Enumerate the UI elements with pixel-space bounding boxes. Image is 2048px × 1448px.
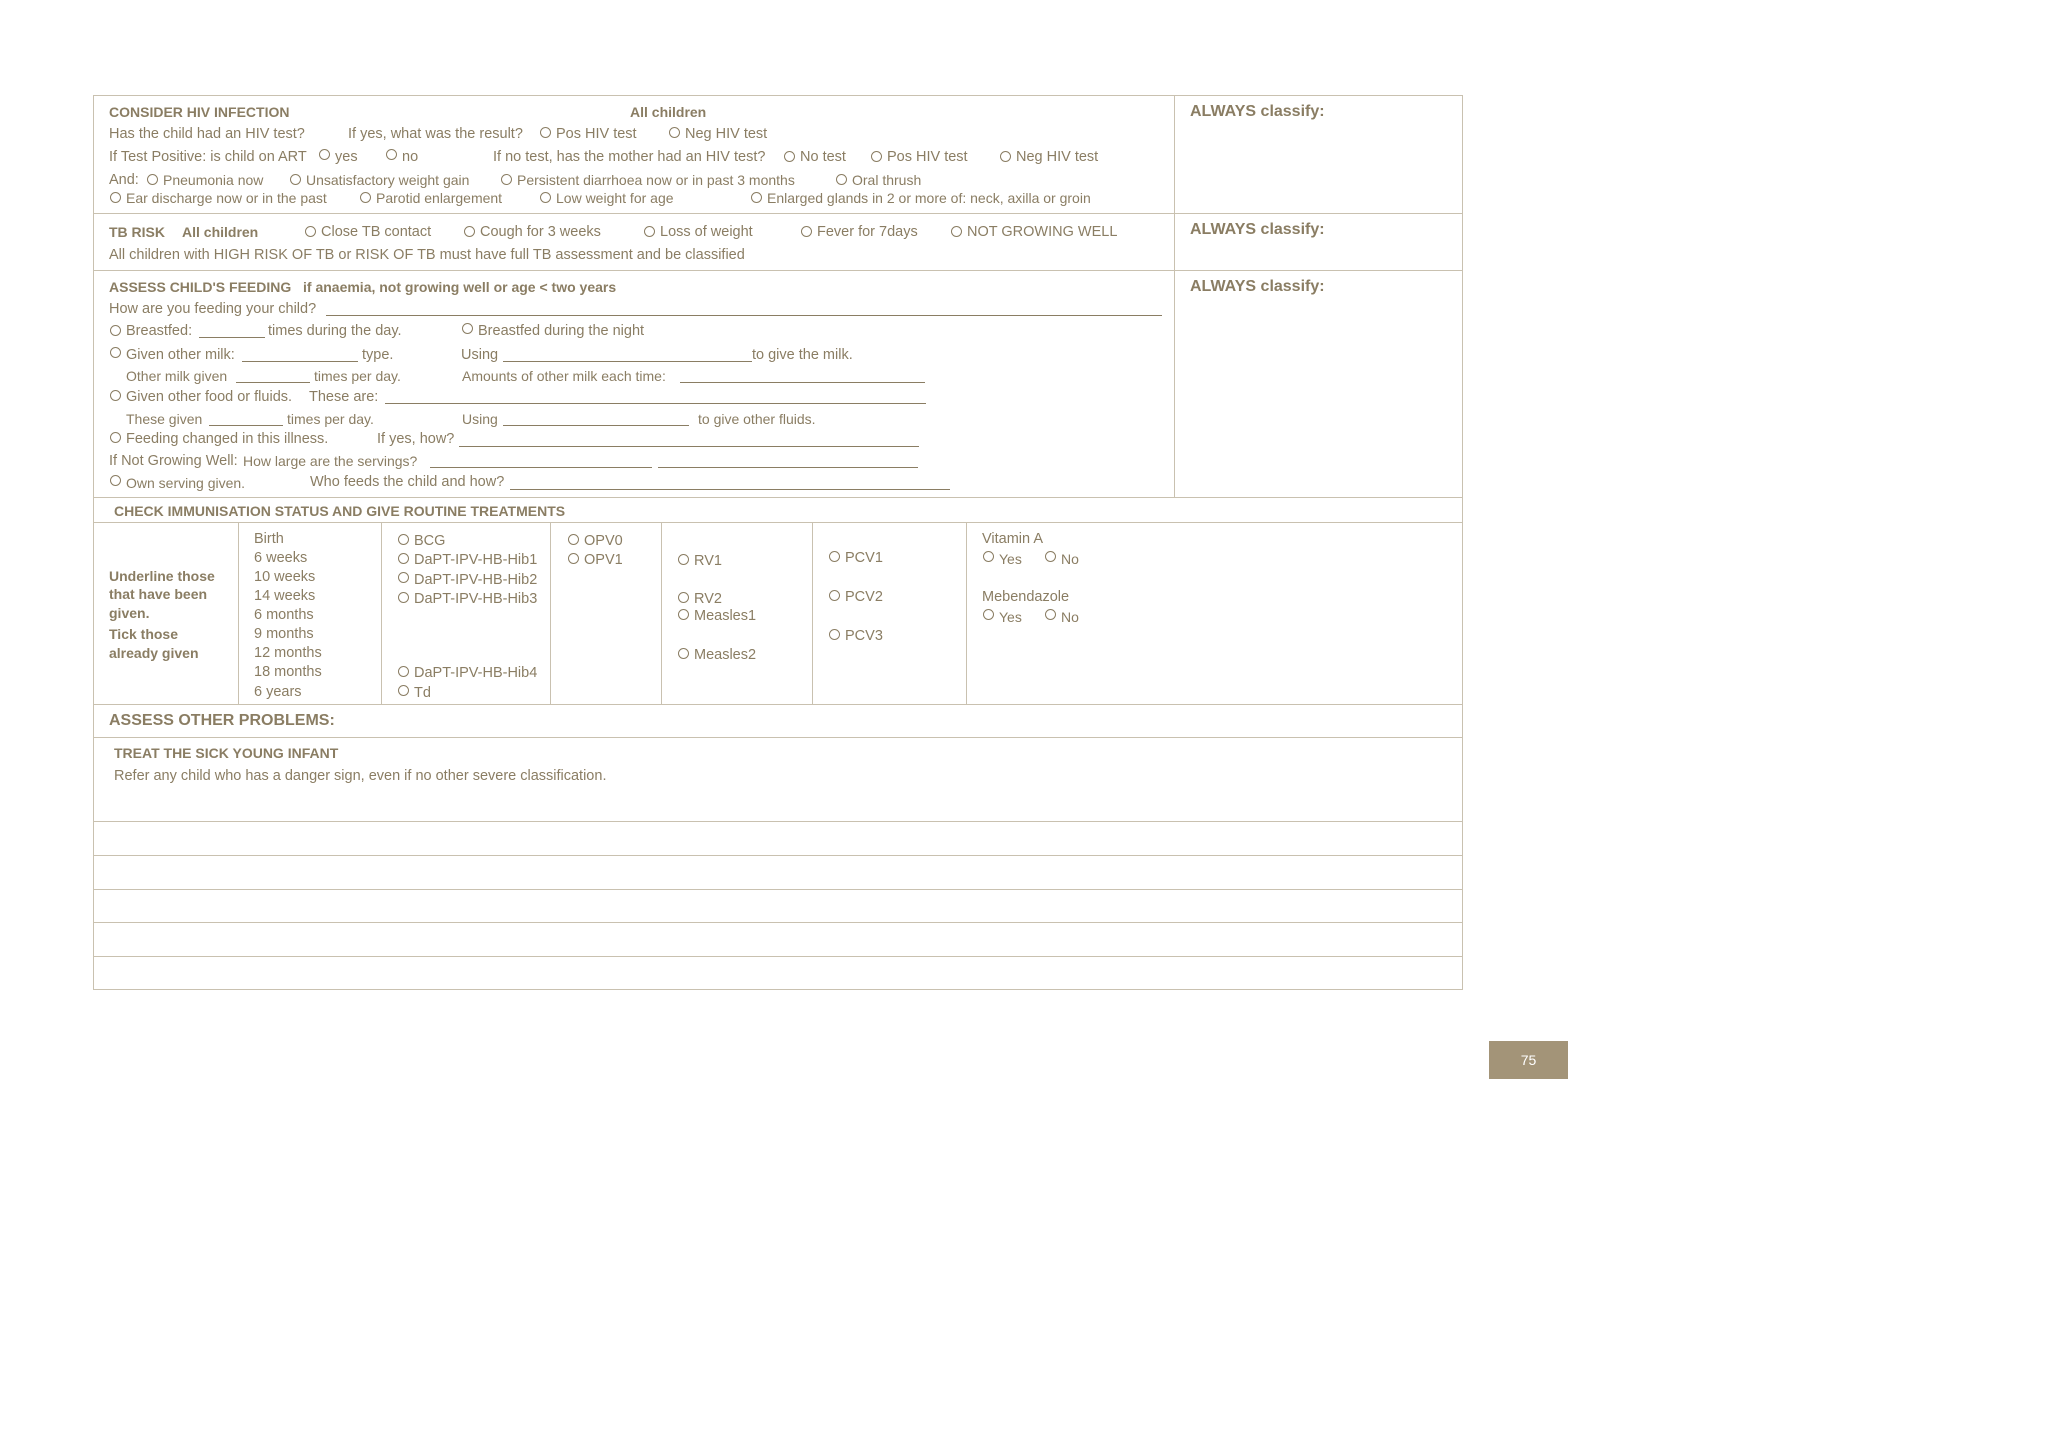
- mebendazole-label: Mebendazole: [982, 589, 1070, 605]
- mother-no-test-label: No test: [800, 149, 846, 165]
- using-line[interactable]: [503, 361, 752, 362]
- age-6-years: 6 years: [254, 684, 302, 700]
- using-label: Using: [461, 347, 499, 363]
- tb-note: All children with HIGH RISK OF TB or RISK OF TB must have full TB assessment and be classified: [109, 247, 745, 263]
- other-food-radio[interactable]: [110, 390, 121, 401]
- mother-pos-radio[interactable]: [871, 151, 882, 162]
- vitamin-a-yes-label: Yes: [999, 551, 1022, 567]
- breastfed-radio[interactable]: [110, 325, 121, 336]
- these-are-line[interactable]: [385, 403, 926, 404]
- pcv3-radio[interactable]: [829, 629, 840, 640]
- rv2-label: RV2: [694, 591, 722, 607]
- mother-pos-label: Pos HIV test: [887, 149, 968, 165]
- mebendazole-yes-radio[interactable]: [983, 609, 994, 620]
- divider: [93, 855, 1463, 856]
- other-milk-radio[interactable]: [110, 347, 121, 358]
- tb-loss-radio[interactable]: [644, 226, 655, 237]
- treat-text: Refer any child who has a danger sign, even if no other severe classification.: [114, 768, 607, 784]
- diarrhoea-radio[interactable]: [501, 174, 512, 185]
- tb-cough-label: Cough for 3 weeks: [480, 224, 601, 240]
- mother-neg-radio[interactable]: [1000, 151, 1011, 162]
- mebendazole-no-label: No: [1061, 609, 1079, 625]
- instruction-line: that have been: [109, 586, 208, 602]
- pcv1-radio[interactable]: [829, 551, 840, 562]
- divider: [93, 889, 1463, 890]
- measles2-radio[interactable]: [678, 648, 689, 659]
- pcv3-label: PCV3: [845, 628, 883, 644]
- neg-hiv-label: Neg HIV test: [685, 126, 768, 142]
- tb-loss-label: Loss of weight: [660, 224, 753, 240]
- breastfed-night-radio[interactable]: [462, 323, 473, 334]
- parotid-label: Parotid enlargement: [376, 190, 503, 206]
- dapt2-label: DaPT-IPV-HB-Hib2: [414, 572, 538, 588]
- opv1-radio[interactable]: [568, 553, 579, 564]
- other-milk-label: Given other milk:: [126, 347, 235, 363]
- column-divider: [381, 522, 382, 704]
- opv1-label: OPV1: [584, 552, 623, 568]
- instruction-line: already given: [109, 645, 199, 661]
- other-problems-title: ASSESS OTHER PROBLEMS:: [109, 712, 335, 729]
- feeding-changed-label: Feeding changed in this illness.: [126, 431, 329, 447]
- rv1-label: RV1: [694, 553, 722, 569]
- vitamin-a-yes-radio[interactable]: [983, 551, 994, 562]
- breastfed-times-label: times during the day.: [268, 323, 402, 339]
- these-are-label: These are:: [309, 389, 379, 405]
- treat-title: TREAT THE SICK YOUNG INFANT: [114, 745, 339, 761]
- instruction-line: Underline those: [109, 568, 215, 584]
- dapt4-label: DaPT-IPV-HB-Hib4: [414, 665, 538, 681]
- weight-gain-label: Unsatisfactory weight gain: [306, 172, 470, 188]
- art-yes-label: yes: [335, 149, 358, 165]
- amounts-label: Amounts of other milk each time:: [462, 368, 666, 384]
- bcg-label: BCG: [414, 533, 446, 549]
- feeding-subtitle: if anaemia, not growing well or age < two years: [303, 279, 617, 295]
- tb-contact-label: Close TB contact: [321, 224, 432, 240]
- opv0-label: OPV0: [584, 533, 623, 549]
- divider: [93, 922, 1463, 923]
- times-per-day-2-label: times per day.: [287, 411, 374, 427]
- to-give-milk-label: to give the milk.: [752, 347, 853, 363]
- feeding-q-how: How are you feeding your child?: [109, 301, 317, 317]
- hiv-q1b: If yes, what was the result?: [348, 126, 523, 142]
- other-food-label: Given other food or fluids.: [126, 389, 293, 405]
- hiv-and: And:: [109, 172, 139, 188]
- if-not-growing-label: If Not Growing Well:: [109, 453, 238, 469]
- own-serving-radio[interactable]: [110, 475, 121, 486]
- breastfed-label: Breastfed:: [126, 323, 193, 339]
- column-divider: [661, 522, 662, 704]
- dapt3-label: DaPT-IPV-HB-Hib3: [414, 591, 538, 607]
- other-milk-given-label: Other milk given: [126, 368, 228, 384]
- other-milk-times-line[interactable]: [236, 382, 310, 383]
- rv1-radio[interactable]: [678, 554, 689, 565]
- rv2-radio[interactable]: [678, 592, 689, 603]
- amounts-line[interactable]: [680, 382, 925, 383]
- age-6-weeks: 6 weeks: [254, 550, 308, 566]
- using-2-line[interactable]: [503, 425, 689, 426]
- tb-growing-label: NOT GROWING WELL: [967, 224, 1118, 240]
- td-label: Td: [414, 685, 431, 701]
- hiv-q2: If Test Positive: is child on ART: [109, 149, 307, 165]
- servings-line-1[interactable]: [430, 467, 652, 468]
- page-number: 75: [1489, 1041, 1568, 1079]
- using-2-label: Using: [462, 411, 498, 427]
- hiv-q1: Has the child had an HIV test?: [109, 126, 305, 142]
- neg-hiv-radio[interactable]: [669, 127, 680, 138]
- breastfed-times-line[interactable]: [199, 337, 265, 338]
- glands-radio[interactable]: [751, 192, 762, 203]
- tb-growing-radio[interactable]: [951, 226, 962, 237]
- weight-gain-radio[interactable]: [290, 174, 301, 185]
- ear-label: Ear discharge now or in the past: [126, 190, 327, 206]
- divider: [93, 213, 1463, 214]
- pos-hiv-label: Pos HIV test: [556, 126, 637, 142]
- mother-no-test-radio[interactable]: [784, 151, 795, 162]
- low-weight-label: Low weight for age: [556, 190, 674, 206]
- tb-fever-label: Fever for 7days: [817, 224, 918, 240]
- age-birth: Birth: [254, 531, 284, 547]
- dapt1-label: DaPT-IPV-HB-Hib1: [414, 552, 538, 568]
- ear-radio[interactable]: [110, 192, 121, 203]
- servings-line-2[interactable]: [658, 467, 918, 468]
- age-14-weeks: 14 weeks: [254, 588, 316, 604]
- art-yes-radio[interactable]: [319, 149, 330, 160]
- vitamin-a-label: Vitamin A: [982, 531, 1043, 547]
- instruction-line: given.: [109, 605, 150, 621]
- pneumonia-radio[interactable]: [147, 174, 158, 185]
- thrush-label: Oral thrush: [852, 172, 922, 188]
- low-weight-radio[interactable]: [540, 192, 551, 203]
- to-give-fluids-label: to give other fluids.: [698, 411, 816, 427]
- column-divider: [238, 522, 239, 704]
- if-yes-how-label: If yes, how?: [377, 431, 455, 447]
- hiv-all-children: All children: [630, 104, 707, 120]
- tb-fever-radio[interactable]: [801, 226, 812, 237]
- dapt2-radio[interactable]: [398, 572, 409, 583]
- tb-cough-radio[interactable]: [464, 226, 475, 237]
- tb-title: TB RISK: [109, 224, 165, 240]
- divider: [93, 522, 1463, 523]
- who-feeds-line[interactable]: [510, 489, 950, 490]
- divider: [93, 956, 1463, 957]
- bcg-radio[interactable]: [398, 534, 409, 545]
- if-yes-how-line[interactable]: [459, 446, 919, 447]
- pcv1-label: PCV1: [845, 550, 883, 566]
- thrush-radio[interactable]: [836, 174, 847, 185]
- who-feeds-label: Who feeds the child and how?: [310, 474, 505, 490]
- instruction-line: Tick those: [109, 626, 178, 642]
- divider: [93, 270, 1463, 271]
- mother-neg-label: Neg HIV test: [1016, 149, 1099, 165]
- dapt1-radio[interactable]: [398, 553, 409, 564]
- measles2-label: Measles2: [694, 647, 757, 663]
- age-18-months: 18 months: [254, 664, 322, 680]
- times-per-day-label: times per day.: [314, 368, 401, 384]
- tb-classify: ALWAYS classify:: [1190, 221, 1325, 238]
- dapt3-radio[interactable]: [398, 592, 409, 603]
- mebendazole-no-radio[interactable]: [1045, 609, 1056, 620]
- dapt4-radio[interactable]: [398, 666, 409, 677]
- glands-label: Enlarged glands in 2 or more of: neck, axilla or groin: [767, 190, 1091, 206]
- art-no-radio[interactable]: [386, 149, 397, 160]
- feeding-classify: ALWAYS classify:: [1190, 278, 1325, 295]
- pcv2-radio[interactable]: [829, 590, 840, 601]
- divider: [93, 704, 1463, 705]
- pneumonia-label: Pneumonia now: [163, 172, 264, 188]
- column-divider: [550, 522, 551, 704]
- mebendazole-yes-label: Yes: [999, 609, 1022, 625]
- hiv-q3: If no test, has the mother had an HIV test?: [493, 149, 766, 165]
- own-serving-label: Own serving given.: [126, 475, 246, 491]
- age-10-weeks: 10 weeks: [254, 569, 316, 585]
- other-milk-type-label: type.: [362, 347, 394, 363]
- these-given-label: These given: [126, 411, 203, 427]
- hiv-title: CONSIDER HIV INFECTION: [109, 104, 290, 120]
- parotid-radio[interactable]: [360, 192, 371, 203]
- age-12-months: 12 months: [254, 645, 322, 661]
- breastfed-night-label: Breastfed during the night: [478, 323, 645, 339]
- other-milk-type-line[interactable]: [242, 361, 358, 362]
- immunisation-title: CHECK IMMUNISATION STATUS AND GIVE ROUTINE TREATMENTS: [114, 503, 566, 519]
- these-given-line[interactable]: [209, 425, 283, 426]
- column-divider: [812, 522, 813, 704]
- servings-label: How large are the servings?: [243, 453, 418, 469]
- art-no-label: no: [402, 149, 419, 165]
- pos-hiv-radio[interactable]: [540, 127, 551, 138]
- divider: [93, 737, 1463, 738]
- feeding-title: ASSESS CHILD'S FEEDING: [109, 279, 292, 295]
- age-6-months: 6 months: [254, 607, 314, 623]
- divider: [93, 497, 1463, 498]
- vitamin-a-no-label: No: [1061, 551, 1079, 567]
- measles1-label: Measles1: [694, 608, 757, 624]
- feeding-how-line[interactable]: [326, 315, 1162, 316]
- tb-contact-radio[interactable]: [305, 226, 316, 237]
- pcv2-label: PCV2: [845, 589, 883, 605]
- vitamin-a-no-radio[interactable]: [1045, 551, 1056, 562]
- measles1-radio[interactable]: [678, 609, 689, 620]
- column-divider: [966, 522, 967, 704]
- feeding-changed-radio[interactable]: [110, 432, 121, 443]
- age-9-months: 9 months: [254, 626, 314, 642]
- hiv-classify: ALWAYS classify:: [1190, 103, 1325, 120]
- tb-all-children: All children: [182, 224, 259, 240]
- classify-divider: [1174, 95, 1175, 497]
- divider: [93, 821, 1463, 822]
- diarrhoea-label: Persistent diarrhoea now or in past 3 months: [517, 172, 795, 188]
- opv0-radio[interactable]: [568, 534, 579, 545]
- td-radio[interactable]: [398, 685, 409, 696]
